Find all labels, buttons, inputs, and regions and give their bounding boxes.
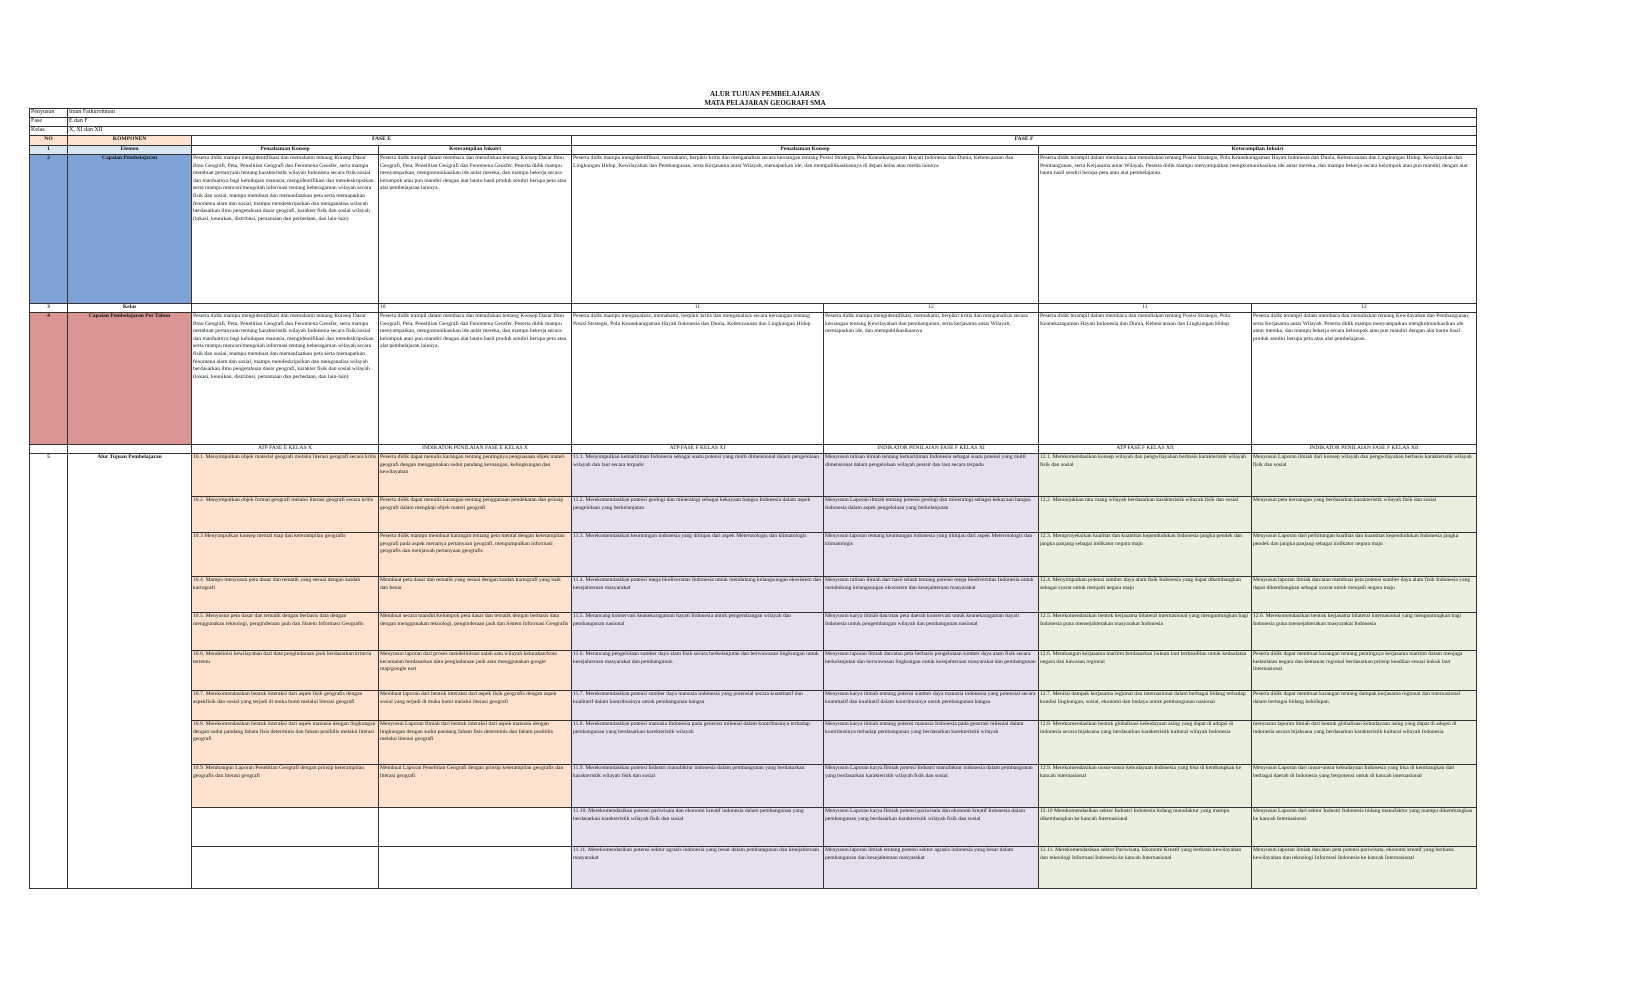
atp-cell: 11.10. Merekomendasikan potensi pariwisata dan ekonomi kreatif indonesia dalam pembangunan yang berdasarkan karakteristik wilayah fisik dan sosial — [572, 808, 824, 847]
atp-cell: 12.3. Memproyeksikan kualitas dan kuantitas kependudukan Indonesia jangka pendek dan jangka panjang sebagai indikator negara maju — [1039, 533, 1252, 577]
title-line-1: ALUR TUJUAN PEMBELAJARAN — [710, 90, 820, 98]
atp-cell: 10.1. Menyimpulkan objek material geografi melalui literasi geografi secara kritis — [192, 454, 379, 497]
atp-cell: Menyusun Laporan ilmiah dari konsep wilayah dan pengwilayahan berbasis karakteristik wilayah fisik dan sosial — [1252, 454, 1477, 497]
atp-cell: 12.10 Merekomendasikan sektor Industri Indonesia bidang manufaktur yang mampu dikembangkan ke kancah Internasional — [1039, 808, 1252, 847]
atp-cell: Menyusun laporan ilmiah dan/atau peta berbasis pengelolaan sumber daya alam fisik secara berkelanjutan dan berwawasan lingkungan untuk kesejahteraan masyarakat dan pembangunan — [824, 651, 1039, 691]
atp-cell: Menyusun Laporan dari sektor Industri Indonesia bidang manufaktur yang mampu dikembangkan ke kancah Internasional — [1252, 808, 1477, 847]
row-label-atp: Alur Tujuan Pembelajaran — [68, 454, 192, 889]
row-number: 5 — [30, 454, 68, 889]
atp-cell: 12.2. Menunjukkan tata ruang wilayah berdasarkan karakteristik wilayah fisik dan sosial — [1039, 497, 1252, 533]
atp-cell: Menyusun Laporan karya Ilmiah potensi Industri manufaktur indonesia dalam pembangunan yang berdasarkan karakteristik wilayah fisik dan sosial — [824, 765, 1039, 808]
atp-cell: Peserta didik mampu membuat karangan tentang peta mental dengan keterampilan geografi pada aspek menanya pertanyaan geografi, mengumpulkan informasi geografis dan menjawab pertanyaan geografis — [379, 533, 572, 577]
atp-cell: Menyusun laporan dari proses mendelinisasi salah satu wilayah kelurahan/kota kecamatan berdasarkan data pengindaraan jauh atau menggunakan google map/google eart — [379, 651, 572, 691]
atp-cell: Menyusun laporan tentang keuntungan indonesia yang ditinjau dari aspek Meterotologis dan klimatologis — [824, 533, 1039, 577]
cp-tahun-cell-4: Peserta didik terampil dalam membaca dan menuliskan tentang Posisi Strategis, Pola Keanekaragaman Hayati Indonesia dan Dunia, Kebencanaan dan Lingkungan Hidup — [1039, 313, 1252, 445]
meta-label-kelas: Kelas — [30, 127, 68, 136]
row-label-elemen: Elemen — [68, 146, 192, 155]
atp-cell: Membuat laporan dari bentuk interaksi dari aspek fisik geografis dengan aspek sosial yang terjadi di muka bumi melalui literasi geografi — [379, 691, 572, 721]
row-label-capaian: Capaian Pembelajaran — [68, 155, 192, 304]
atp-header-0: ATP FASE E KELAS X — [192, 445, 379, 454]
row-label-kelas: Kelas — [68, 304, 192, 313]
atp-cell: 12.1. Merekomendasikan konsep wilayah dan pengwilayahan berbasis karakteristik wilayah fisik dan sosial — [1039, 454, 1252, 497]
elemen-keterampilan-inkuiri-f: Keterampilan Inkuiri — [1039, 146, 1477, 155]
atp-cell: Peserta didik dapat menulis karangan tentang pentingnya penguasaan objek materi geografi dengan menggunakan sudut pandang keruangan, kelingkungan dan kewilayahan — [379, 454, 572, 497]
cp-e-pemahaman-konsep: Peserta didik mampu mengidentifikasi dan memahami tentang Konsep Dasar Ilmu Geografi, Peta, Penelitian Geografi dan Fenomena Geosfer, serta mampu membuat pertanyaan tentang karakteristik wilayah Indonesia secara fisik/sosial dan manfaatnya bagi kehidupan manusia, mengidentifikasi dan mendeskripsikan serta mampu mencari/mengolah informasi tentang keberagaman wilayah secara fisik dan sosial, mampu membuat dan memanfaatkan peta serta memaparkan fenomena alam dan sosial, mampu mendeskripsikan dan menganalisa wilayah berdasarkan ilmu pengetahuan dasar geografi, karakter fisik dan sosial wilayah (lokasi, keunikan, distribusi, persamaan dan perbedaan, dan lain-lain) — [192, 155, 379, 304]
atp-cell: Membuat secara mandiri/kelompok peta dasar dan tematik dengan berbasis data dengan menggunakan teknologi, penginderaan jauh dan Sistem Informasi Geografis — [379, 613, 572, 651]
atp-cell: menyusun laporan ilmiah dari bentuk globalisasi kebudayaan asing yang dapat di adopsi di indonesia secara bijaksana yang berdasarkan karakteristik kultural wilayah Indonesia — [1252, 721, 1477, 765]
atp-header-blank — [68, 445, 192, 454]
atp-cell: 11.5. Merancang konservasi keanekaragaman hayati Indonesia untuk pengembangan wilayah dan pembangunan nasional — [572, 613, 824, 651]
atp-cell: 10.8. Merekomendasikan bentuk interaksi dari aspek manusia dengan lingkungan dengan sudut pandang faham fisis determinis dan faham posibilis melalui literasi geografi — [192, 721, 379, 765]
meta-value-kelas: X, XI dan XII — [68, 127, 1477, 136]
row-number: 1 — [30, 146, 68, 155]
atp-cell: Menyusun laporan ilmiah dan/atau peta potensi pariwisata, ekonomi kreatif yang berbasis kewilayahan dan teknologi Informasi Indonesia ke kancah Internasional — [1252, 847, 1477, 889]
atp-cell-empty — [379, 808, 572, 847]
row-label-cp-per-tahun: Capaian Pembelajaran Per Tahun — [68, 313, 192, 445]
atp-cell: 12.9. Merekomendasikan unsur-unsur kebudayaan Indonesia yang bisa di kembangkan ke kancah internasional — [1039, 765, 1252, 808]
atp-cell: Menyusun peta keruangan yang berdasarkan karakteristik wilayah fisik dan sosial — [1252, 497, 1477, 533]
kelas-cell-5: 12 — [1252, 304, 1477, 313]
row-number: 4 — [30, 313, 68, 445]
atp-cell: Menyusun tulisan ilmiah tentang kemaritiman Indonesia sebagai suatu potensi yang multi dimensional dalam pengelolaan wilayah pesisir dan laut secara terpadu — [824, 454, 1039, 497]
atp-cell: 11.4. Merekomendasikan potensi mega biodiversitas Indonesia untuk mendukung kelangsungan ekosistem dan kesejahteraan masyarakat — [572, 577, 824, 613]
atp-cell: Peserta didik dapat membuat karangan tentang dampak kerjasama regional dan internasional dalam berbagai bidang kehidupan. — [1252, 691, 1477, 721]
atp-cell: Menyusun laporan ilmiah tentang potensi sektor agrasis indonesia yang besar dalam pembangunan dan kesejahteraan masyarakat — [824, 847, 1039, 889]
atp-cell: Menyusun Laporan Ilmiah dari bentuk interaksi dari aspek manusia dengan lingkungan dengan sudut pandang faham fisis determinis dan faham posibilis melalui literasi geografi — [379, 721, 572, 765]
atp-cell: 10.3 Menyimpulkan konsep mental map dan keterampilan geografis — [192, 533, 379, 577]
atp-header-4: ATP FASE F KELAS XII — [1039, 445, 1252, 454]
cp-e-keterampilan-inkuiri: Peserta didik trampil dalam membaca dan menuliskan tentang Konsep Dasar Ilmu Geografi, Peta, Penelitian Geografi dan Fenomena Geosfer. Peserta didik mampu menyampaikan, mengomunikasikan ide antar mereka, dan mampu bekerja secara kelompok atau pun mandiri dengan alat bantu hasil produk sendiri berupa peta atau alat pembelajaran lainnya. — [379, 155, 572, 304]
elemen-keterampilan-inkuiri-e: Keterampilan Inkuiri — [379, 146, 572, 155]
atp-cell-empty — [192, 847, 379, 889]
atp-cell: 11.1. Menyimpulkan kemaritiman Indonesia sebagai suatu potensi yang multi dimensional dalam pengelolaan wilayah dan laut secara terpadu — [572, 454, 824, 497]
atp-cell: 11.7. Merekomendasikan potensi sumber daya manusia indonesia yang potensial secara kuantitatif dan kualitatif dalam kontribusinya untuk pembangunan bangsa — [572, 691, 824, 721]
atp-cell: 11.9. Merekomendasikan potensi Industri manufaktur indonesia dalam pembangunan yang berdasarkan karakteristik wilayah fisik dan sosial — [572, 765, 824, 808]
cp-tahun-cell-5: Peserta didik terampil dalam membaca dan menuliskan tentang Kewilayahan dan Pembangunan, serta Kerjasama antar Wilayah. Peserta didik mampu menyampaikan mengkomunikasikan ide antar mereka, dan mampu bekerja secara kelompok atau pun mandiri dengan alat bantu hasil produk sendiri berupa peta atau alat pembelajaran. — [1252, 313, 1477, 445]
atp-cell: Menyusun Laporan dari perhitungan kualitas dan kuantitas kependudukan Indonesia jangka pendek dan jangka panjang sebagai indikator negara maju — [1252, 533, 1477, 577]
row-number: 3 — [30, 304, 68, 313]
atp-cell: 11.2. Merekomendasikan potensi geologi dan mineralogi sebagai kekayaan bangsa Indonesia dalam aspek pengelolaan yang berkelanjutan — [572, 497, 824, 533]
atp-cell: Peserta didik dapat membuat karangan tentang pentingnya kerjasama maritim dalam menjaga kedaulatan negara dan kemanan regional berdasarkan prinsip keadilan sesuai hukuk laut Internasional — [1252, 651, 1477, 691]
row-number: 2 — [30, 155, 68, 304]
atp-cell: Menyusun tulisan ilmiah dari hasil telaah tentang potensi mega biodiversitas Indonesia untuk mendukung kelangsungan ekosistem dan kesejahteraan masyarakat — [824, 577, 1039, 613]
atp-cell: 11.3. Merekomendasikan keuntungan indonesia yang ditinjau dari aspek Meterotologis dan klimatologis — [572, 533, 824, 577]
title-line-2: MATA PELAJARAN GEOGRAFI SMA — [704, 99, 826, 107]
atp-header-1: INDIKATOR PENILAIAN FASE E KELAS X — [379, 445, 572, 454]
header-komponen: KOMPONEN — [68, 136, 192, 146]
atp-cell: 10.5. Menyusun peta dasar dan tematik dengan berbasis data dengan menggunakan teknologi, penginderaan jauh dan Sistem Informasi Geografis — [192, 613, 379, 651]
kelas-cell-3: 12 — [824, 304, 1039, 313]
atp-cell: 12.5. Merekomendasikan bentuk kerjasama bilateral internasional yang menguntungkan bagi Indonesia guna mensejahterakan masyarakat Indonesia — [1039, 613, 1252, 651]
atp-header-5: INDIKATOR PENILAIAN FASE F KELAS XII — [1252, 445, 1477, 454]
cp-tahun-cell-1: Peserta didik trampil dalam membaca dan menuliskan tentang Konsep Dasar Ilmu Geografi, Peta, Penelitian Geografi dan Fenomena Geosfer. Peserta didik mampu menyampaikan, mengomunikasikan ide antar mereka, dan mampu bekerja secara kelompok atau pun mandiri dengan alat bantu hasil produk sendiri berupa peta atau alat pembelajaran lainnya. — [379, 313, 572, 445]
elemen-pemahaman-konsep-e: Pemahaman Konsep — [192, 146, 379, 155]
atp-cell: 10.7. Merekomendasikan bentuk interaksi dari aspek fisik geografis dengan aspekfisik dan sosial yang terjadi di muka bumi melalui literasi geografi — [192, 691, 379, 721]
atp-cell: 11.6. Merancang pengelolaan sumber daya alam fisik secara berkelanjutan dan berwawasan lingkungan untuk kesejahteraan masyarakat dan pembangunan — [572, 651, 824, 691]
atp-cell: Menyusun Laporan karya Ilmiah potensi pariwisata dan ekonomi kreatif Indonesia dalam pembangunan yang berdasarkan karakteristik wilayah fisik dan sosial — [824, 808, 1039, 847]
atp-cell: Menyusun karya ilmiah dan/atau peta daerah konservasi untuk keanekaragaman hayati Indonesia untuk pengembangan wilayah dan pembangunan nasional — [824, 613, 1039, 651]
atp-cell: Menyusun Laporan ilmiah tentang potensi geologi dan mineralogi sebagai kekayaan bangsa Indonesia dalam aspek pengelolaan yang berkelanjutan — [824, 497, 1039, 533]
atp-cell: Menyusun laporan ilmiah dan/atau membuat peta potensi sumber daya alam fisik Indonesia yang dapat dikembangkan sebagai syarat untuk menjadi negara maju — [1252, 577, 1477, 613]
atp-cell: Peserta didik dapat menulis karangan tentang penggunaan pendekatan dan prinsip geografi dalam mengkaji objek materi geografi — [379, 497, 572, 533]
atp-cell: Menyusun Laporan dari unsur-unsur kebudayaan Indonesia yang bisa di kembangkan dari berbagai daerah di Indonesia yang berpotensi untuk di kancah internasional — [1252, 765, 1477, 808]
atp-cell: 12.11. Merekomendasikan sektor Pariwisata, Ekonomi Kreatif yang berbasis kewilayahan dan teknologi Informasi Indonesia ke kancah Internasional — [1039, 847, 1252, 889]
meta-value-fase: E dan F — [68, 118, 1477, 127]
cp-tahun-cell-2: Peserta didik mampu menganalisis, memahami, berpikir kritis dan menganalisis secara keruangan tentang Posisi Strategis, Pola Keanekaragaman Hayati Indonesia dan Dunia, Kebencanaan dan Lingkungan Hidup — [572, 313, 824, 445]
cp-tahun-cell-3: Peserta didik mampu mengidentifikasi, memahami, berpikir kritis dan menganalisis secara keruangan tentang Kewilayahan dan pembangunan, serta kerjasama antar Wilayah, memaparkan ide, dan mempublikasikannya — [824, 313, 1039, 445]
meta-label-fase: Fase — [30, 118, 68, 127]
atp-cell: Menyusun karya ilmiah tentang potensi manusia Indonesia pada generasi milenial dalam kontribusinya terhadap pembangunan yang berdasarkan karekteristik wilayah — [824, 721, 1039, 765]
atp-cell: 10.9. Membangun Laporan Penelitian Geografi dengan prinsip keterampilan geografis dan literasi geografi — [192, 765, 379, 808]
kelas-cell-blank — [192, 304, 379, 313]
atp-cell: 12.4. Menyimpulkan potensi sumber daya alam fisik Indonesia yang dapat dikembangkan sebagai syarat untuk menjadi negara maju — [1039, 577, 1252, 613]
atp-cell: 12.8. Merekomendasikan bentuk globalisasi kebudayaan asing yang dapat di adopsi di indonesia secara bijaksana yang berdasarkan karakteristik kultural wilayah Indonesia — [1039, 721, 1252, 765]
atp-header-blank — [30, 445, 68, 454]
atp-cell: 12.6. Membangun kerjasama maritim berdasarkan hukum laut berkeadilan untuk kedaulatan negara dan kawasan regional — [1039, 651, 1252, 691]
atp-cell-empty — [379, 847, 572, 889]
cp-f-keterampilan-inkuiri: Peserta didik terampil dalam membaca dan menuliskan tentang Posisi Strategis, Pola Keanekaragaman Hayati Indonesia dan Dunia, Kebencanaan dan Lingkungan Hidup, Kewilayahan dan Pembangunan, serta Kerjasama antar Wilayah. Peserta didik mampu menyampaikan mengkomunikasikan ide antar mereka, dan mampu bekerja secara kelompok atau pun mandiri dengan alat bantu hasil sendiri berupa peta atau alat pembelajaran. — [1039, 155, 1477, 304]
atp-cell: Membuat peta dasar dan tematik yang sesuai dengan kaidah kartografi yang baik dan benar — [379, 577, 572, 613]
cp-f-pemahaman-konsep: Peserta didik mampu mengidentifikasi, memahami, berpikir kritis dan menganalisis secara keruangan tentang Posisi Strategis, Pola Keanekaragaman Hayati Indonesia dan Dunia, Kebencanaan dan Lingkungan Hidup, Kewilayahan dan Pembangunan, serta Kerjasama antar Wilayah, memaparkan ide, dan mempublikasikannya di depan kelas atau media lainnya — [572, 155, 1039, 304]
atp-cell: 11.11. Merekomendasikan potensi sektor agrasis indonesia yang besar dalam pembangunan dan kesejahteraan masyarakat — [572, 847, 824, 889]
cp-tahun-cell-0: Peserta didik mampu mengidentifikasi dan memahami tentang Konsep Dasar Ilmu Geografi, Peta, Penelitian Geografi dan Fenomena Geosfer, serta mampu membuat pertanyaan tentang karakteristik wilayah Indonesia secara fisik/sosial dan manfaatnya bagi kehidupan manusia, mengidentifikasi dan mendeskripsikan serta mampu mencari/mengolah informasi tentang keberagaman wilayah secara fisik dan sosial, mampu membuat dan memanfaatkan peta serta memaparkan fenomena alam dan sosial, mampu mendeskripsikan dan menganalisa wilayah berdasarkan ilmu pengetahuan dasar geografi, karakter fisik dan sosial wilayah (lokasi, keunikan, distribusi, persamaan dan perbedaan, dan lain-lain) — [192, 313, 379, 445]
kelas-cell-2: 11 — [572, 304, 824, 313]
atp-header-2: ATP FASE F KELAS XI — [572, 445, 824, 454]
kelas-cell-4: 11 — [1039, 304, 1252, 313]
header-fase-e: FASE E — [192, 136, 572, 146]
atp-cell: 10.2. Menyimpulkan objek formal geografi melalui literasi geografi secara kritis — [192, 497, 379, 533]
atp-header-3: INDIKATOR PENILAIAN FASE F KELAS XI — [824, 445, 1039, 454]
atp-cell: Menyusun karya ilmiah tentang potensi sumber daya manusia indonesia yang potensial secara kuantitatif dan kualitatif dalam kontribusinya untuk pembangunan bangsa — [824, 691, 1039, 721]
elemen-pemahaman-konsep-f: Pemahaman Konsep — [572, 146, 1039, 155]
atp-cell-empty — [192, 808, 379, 847]
header-fase-f: FASE F — [572, 136, 1477, 146]
atp-cell: 11.8. Merekomendasikan potensi manusia Indonesia pada generasi milenial dalam kontribusinya terhadap pembangunan yang berdasarkan karekteristik wilayah — [572, 721, 824, 765]
atp-cell: 12.6. Merekomendasikan bentuk kerjasama bilateral internasional yang menguntungkan bagi Indonesia guna mensejahterakan masyarakat Indonesia — [1252, 613, 1477, 651]
header-no: NO — [30, 136, 68, 146]
atp-table — [29, 108, 1477, 889]
atp-cell: 12.7. Menilai dampak kerjasama regional dan internasional dalam berbagai bidang terhadap kondisi lingkungan, sosial, ekonomi dan budaya untuk pembangunan nasional — [1039, 691, 1252, 721]
atp-cell: Membuat Laporan Penelitian Geografi dengan prinsip keterampilan geografis dan literasi geografi — [379, 765, 572, 808]
meta-value-penyusun: Iman Fathurohman — [68, 109, 1477, 118]
atp-cell: 10.6. Mendelinisi kewilayahan dari data pengindaraan jauh berdasarkan kriteria tertentu — [192, 651, 379, 691]
meta-label-penyusun: Penyusun — [30, 109, 68, 118]
atp-cell: 10.4. Mampu menyusun peta dasar dan tematik yang sesuai dengan kaidah kartografi — [192, 577, 379, 613]
kelas-cell-1: 10 — [379, 304, 572, 313]
